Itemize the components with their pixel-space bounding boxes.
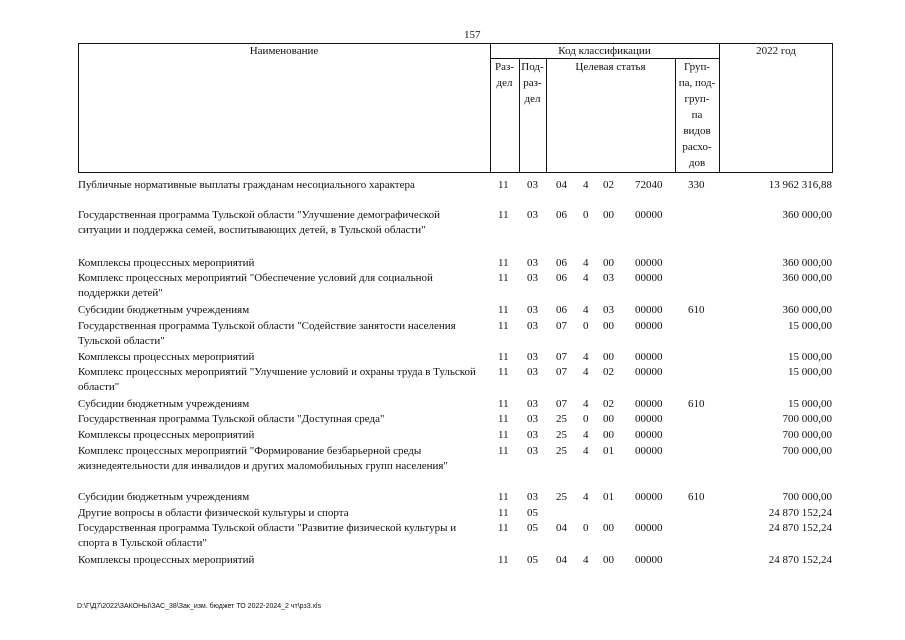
cell-c5: 00	[603, 429, 614, 441]
cell-c1: 11	[498, 398, 509, 410]
cell-c4: 4	[583, 304, 589, 316]
cell-c4: 0	[583, 209, 589, 221]
cell-c2: 03	[527, 257, 538, 269]
cell-c3: 06	[556, 209, 567, 221]
cell-amount: 700 000,00	[782, 413, 832, 425]
cell-c4: 4	[583, 398, 589, 410]
cell-amount: 15 000,00	[788, 398, 832, 410]
cell-c5: 02	[603, 179, 614, 191]
cell-c6: 00000	[635, 351, 663, 363]
cell-c3: 04	[556, 522, 567, 534]
cell-c5: 01	[603, 445, 614, 457]
cell-c2: 03	[527, 398, 538, 410]
cell-c2: 05	[527, 554, 538, 566]
cell-c3: 25	[556, 429, 567, 441]
cell-c5: 03	[603, 304, 614, 316]
cell-c3: 04	[556, 179, 567, 191]
cell-c1: 11	[498, 554, 509, 566]
cell-c2: 03	[527, 445, 538, 457]
cell-c6: 00000	[635, 413, 663, 425]
cell-c2: 05	[527, 507, 538, 519]
cell-c4: 4	[583, 272, 589, 284]
cell-c3: 25	[556, 491, 567, 503]
header-code: Код классификации	[558, 45, 651, 57]
cell-name: Комплексы процессных мероприятий	[78, 554, 255, 566]
cell-c1: 11	[498, 413, 509, 425]
cell-c4: 0	[583, 522, 589, 534]
cell-name: Комплекс процессных мероприятий "Формирование безбарьерной среды жизнедеятельности для инвалидов и других маломобильных групп населения"	[78, 445, 448, 472]
cell-c4: 4	[583, 445, 589, 457]
cell-c4: 4	[583, 179, 589, 191]
cell-c6: 00000	[635, 272, 663, 284]
cell-c2: 03	[527, 429, 538, 441]
cell-c3: 07	[556, 351, 567, 363]
cell-c4: 0	[583, 320, 589, 332]
cell-amount: 15 000,00	[788, 366, 832, 378]
cell-c4: 4	[583, 366, 589, 378]
cell-c1: 11	[498, 257, 509, 269]
header-target: Целевая статья	[575, 61, 646, 73]
cell-c6: 00000	[635, 209, 663, 221]
cell-c3: 07	[556, 398, 567, 410]
cell-c6: 00000	[635, 320, 663, 332]
cell-c2: 03	[527, 272, 538, 284]
cell-c1: 11	[498, 272, 509, 284]
cell-c3: 06	[556, 304, 567, 316]
cell-c6: 00000	[635, 554, 663, 566]
cell-c1: 11	[498, 304, 509, 316]
cell-amount: 13 962 316,88	[768, 179, 832, 191]
cell-c3: 25	[556, 445, 567, 457]
cell-c1: 11	[498, 445, 509, 457]
cell-name: Публичные нормативные выплаты гражданам несоциального характера	[78, 179, 415, 191]
cell-c5: 00	[603, 320, 614, 332]
cell-c7: 610	[688, 491, 705, 503]
cell-c3: 04	[556, 554, 567, 566]
cell-amount: 24 870 152,24	[768, 522, 832, 534]
cell-c3: 06	[556, 272, 567, 284]
cell-c1: 11	[498, 522, 509, 534]
file-path: D:\Г\Д7\2022\ЗАКОНЫ\ЗАС_38\Зак_изм. бюджет ТО 2022-2024_2 чт\рз3.xls	[77, 603, 322, 610]
cell-amount: 15 000,00	[788, 351, 832, 363]
cell-c6: 00000	[635, 366, 663, 378]
cell-amount: 700 000,00	[782, 429, 832, 441]
cell-c5: 00	[603, 522, 614, 534]
header-razdel: Раз- дел	[494, 61, 514, 89]
cell-name: Государственная программа Тульской области "Содействие занятости населения Тульской области"	[78, 320, 456, 347]
cell-c6: 00000	[635, 522, 663, 534]
header-year: 2022 год	[756, 45, 796, 57]
cell-c3: 25	[556, 413, 567, 425]
cell-c5: 02	[603, 398, 614, 410]
cell-c6: 00000	[635, 445, 663, 457]
cell-name: Субсидии бюджетным учреждениям	[78, 304, 250, 316]
cell-c7: 330	[688, 179, 705, 191]
cell-amount: 700 000,00	[782, 491, 832, 503]
cell-c2: 05	[527, 522, 538, 534]
cell-c2: 03	[527, 413, 538, 425]
cell-c4: 0	[583, 413, 589, 425]
cell-name: Другие вопросы в области физической культуры и спорта	[78, 507, 349, 519]
cell-name: Комплексы процессных мероприятий	[78, 257, 255, 269]
cell-c7: 610	[688, 304, 705, 316]
cell-c5: 00	[603, 413, 614, 425]
cell-c5: 00	[603, 209, 614, 221]
cell-c1: 11	[498, 429, 509, 441]
cell-amount: 360 000,00	[782, 209, 832, 221]
cell-name: Государственная программа Тульской области "Доступная среда"	[78, 413, 385, 425]
cell-c2: 03	[527, 320, 538, 332]
cell-amount: 360 000,00	[782, 304, 832, 316]
cell-c1: 11	[498, 209, 509, 221]
cell-name: Комплексы процессных мероприятий	[78, 351, 255, 363]
cell-amount: 24 870 152,24	[768, 554, 832, 566]
cell-c4: 4	[583, 491, 589, 503]
cell-c5: 00	[603, 257, 614, 269]
cell-c5: 01	[603, 491, 614, 503]
cell-c2: 03	[527, 304, 538, 316]
cell-c6: 72040	[635, 179, 663, 191]
cell-c4: 4	[583, 351, 589, 363]
cell-c1: 11	[498, 179, 509, 191]
cell-name: Комплекс процессных мероприятий "Улучшение условий и охраны труда в Тульской области"	[78, 366, 476, 393]
cell-c3: 07	[556, 320, 567, 332]
header-podrazdel: Под- раз- дел	[521, 61, 544, 105]
cell-c1: 11	[498, 366, 509, 378]
cell-name: Комплексы процессных мероприятий	[78, 429, 255, 441]
cell-c7: 610	[688, 398, 705, 410]
cell-c3: 06	[556, 257, 567, 269]
cell-c1: 11	[498, 351, 509, 363]
cell-c5: 03	[603, 272, 614, 284]
cell-c5: 00	[603, 351, 614, 363]
cell-c4: 4	[583, 257, 589, 269]
cell-amount: 15 000,00	[788, 320, 832, 332]
cell-c2: 03	[527, 351, 538, 363]
cell-c3: 07	[556, 366, 567, 378]
table-header	[78, 43, 833, 173]
cell-c5: 00	[603, 554, 614, 566]
cell-c6: 00000	[635, 257, 663, 269]
cell-name: Государственная программа Тульской области "Улучшение демографической ситуации и поддержка семей, воспитывающих детей, в Тульской области"	[78, 209, 441, 236]
cell-c1: 11	[498, 491, 509, 503]
cell-name: Субсидии бюджетным учреждениям	[78, 491, 250, 503]
page-number: 157	[464, 29, 481, 41]
cell-c4: 4	[583, 429, 589, 441]
cell-c6: 00000	[635, 304, 663, 316]
cell-c2: 03	[527, 491, 538, 503]
cell-c1: 11	[498, 320, 509, 332]
cell-c2: 03	[527, 366, 538, 378]
cell-c6: 00000	[635, 398, 663, 410]
cell-amount: 700 000,00	[782, 445, 832, 457]
cell-c2: 03	[527, 209, 538, 221]
cell-amount: 360 000,00	[782, 257, 832, 269]
header-group: Груп- па, под- груп- па видов расхо- дов	[678, 61, 716, 169]
cell-c5: 02	[603, 366, 614, 378]
cell-c6: 00000	[635, 429, 663, 441]
header-name: Наименование	[249, 45, 319, 57]
cell-c4: 4	[583, 554, 589, 566]
cell-name: Комплекс процессных мероприятий "Обеспечение условий для социальной поддержки детей"	[78, 272, 433, 299]
cell-name: Субсидии бюджетным учреждениям	[78, 398, 250, 410]
cell-name: Государственная программа Тульской области "Развитие физической культуры и спорта в Тульской области"	[78, 522, 457, 549]
cell-c1: 11	[498, 507, 509, 519]
cell-amount: 24 870 152,24	[768, 507, 832, 519]
cell-c2: 03	[527, 179, 538, 191]
cell-c6: 00000	[635, 491, 663, 503]
cell-amount: 360 000,00	[782, 272, 832, 284]
